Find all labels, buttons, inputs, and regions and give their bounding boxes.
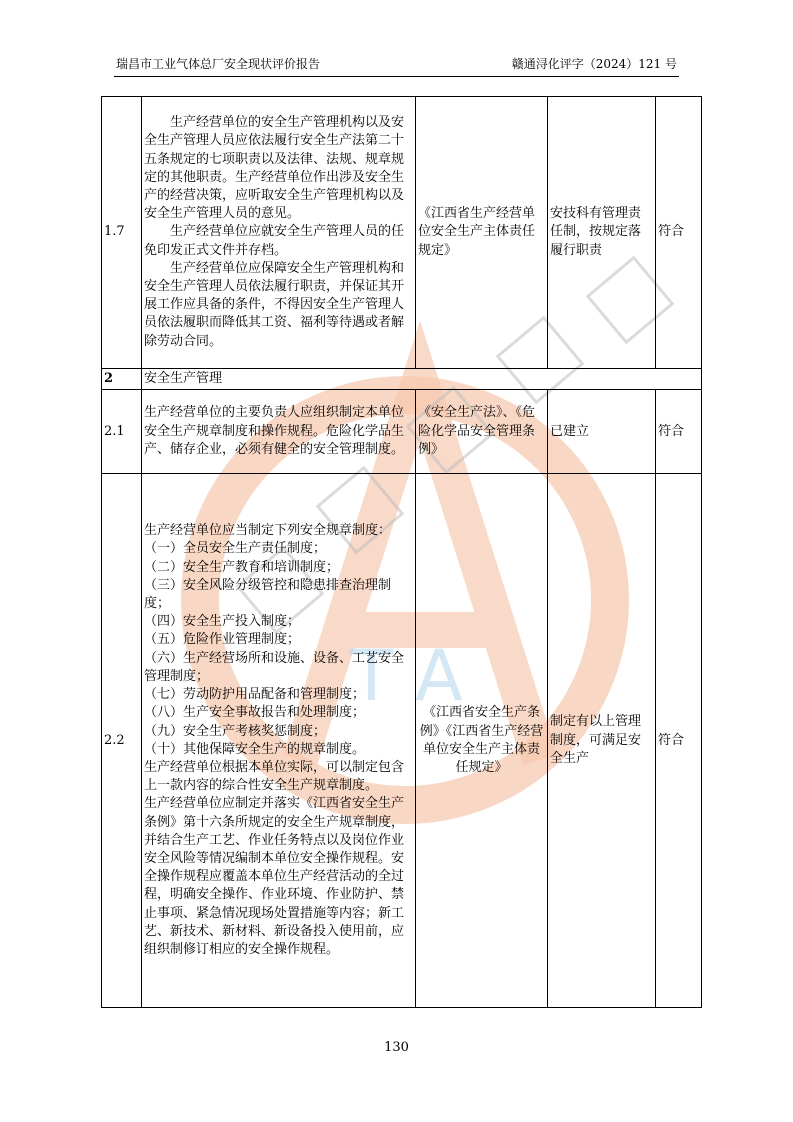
requirement-line: （一）全员安全生产责任制度； xyxy=(144,541,327,557)
requirement-line: （六）生产经营场所和设施、设备、工艺安全管理制度； xyxy=(144,650,405,684)
requirement-line: （七）劳动防护用品配备和管理制度； xyxy=(144,687,366,703)
requirement-line: 生产经营单位根据本单位实际，可以制定包含上一款内容的综合性安全生产规章制度。 xyxy=(144,759,405,794)
requirement-text: 生产经营单位的主要负责人应组织制定本单位安全生产规章制度和操作规程。危险化学品生产、储存企业，必须有健全的安全管理制度。 xyxy=(142,390,416,474)
item-number: 2.2 xyxy=(102,474,142,1008)
requirement-line: （三）安全风险分级管控和隐患排查治理制度； xyxy=(144,577,392,612)
page-header xyxy=(114,56,679,77)
basis-text: 《江西省生产经营单位安全生产主体责任规定》 xyxy=(416,97,548,369)
actual-status: 已建立 xyxy=(548,390,656,474)
requirement-line: （十）其他保障安全生产的规章制度。 xyxy=(144,741,366,757)
basis-text: 《江西省安全生产条例》《江西省生产经营单位安全生产主体责任规定》 xyxy=(416,474,548,1008)
requirement-line: 生产经营单位应当制定下列安全规章制度： xyxy=(144,523,392,539)
table-row-1-7 xyxy=(102,97,702,369)
section-number: 2 xyxy=(102,369,142,390)
requirement-paragraph: 生产经营单位应保障安全生产管理机构和安全生产管理人员依法履行职责，并保证其开展工作应具备的条件，不得因安全生产管理人员依法履职而降低其工资、福利等待遇或者解除劳动合同。 xyxy=(144,260,405,349)
actual-status: 制定有以上管理制度，可满足安全生产 xyxy=(548,474,656,1008)
table-row-2-2 xyxy=(102,474,702,1008)
requirement-line: （五）危险作业管理制度； xyxy=(144,632,301,648)
report-title: 瑞昌市工业气体总厂安全现状评价报告 xyxy=(116,57,321,71)
actual-status: 安技科有管理责任制，按规定落履行职责 xyxy=(548,97,656,369)
watermark-letters-t-a: T A xyxy=(350,635,463,717)
requirement-line: （九）安全生产考核奖惩制度； xyxy=(144,723,327,739)
item-number: 1.7 xyxy=(102,97,142,369)
result-text: 符合 xyxy=(656,390,702,474)
requirement-text xyxy=(142,474,416,1008)
section-row-2 xyxy=(102,369,702,390)
table-row-2-1 xyxy=(102,390,702,474)
requirement-paragraph: 生产经营单位的安全生产管理机构以及安全生产管理人员应依法履行安全生产法第二十五条规定的七项职责以及法律、法规、规章规定的其他职责。生产经营单位作出涉及安全生产的经营决策，应听取安全生产管理机构以及安全生产管理人员的意见。 xyxy=(144,115,405,222)
evaluation-table xyxy=(101,96,702,1008)
requirement-text xyxy=(142,97,416,369)
item-number: 2.1 xyxy=(102,390,142,474)
requirement-line: （二）安全生产教育和培训制度； xyxy=(144,559,340,575)
document-number: 赣通浔化评字（2024）121 号 xyxy=(511,57,677,71)
result-text: 符合 xyxy=(656,97,702,369)
requirement-line: 生产经营单位应制定并落实《江西省安全生产条例》第十六条所规定的安全生产规章制度，并结合生产工艺、作业任务特点以及岗位作业安全风险等情况编制本单位安全操作规程。安全操作规程应覆盖本单位生产经营活动的全过程，明确安全操作、作业环境、作业防护、禁止事项、紧急情况现场处置措施等内容；新工艺、新技术、新材料、新设备投入使用前，应组织制修订相应的安全操作规程。 xyxy=(144,796,405,957)
basis-text: 《安全生产法》、《危险化学品安全管理条例》 xyxy=(416,390,548,474)
page-number: 130 xyxy=(384,1040,409,1055)
section-title: 安全生产管理 xyxy=(142,369,702,390)
result-text: 符合 xyxy=(656,474,702,1008)
requirement-line: （四）安全生产投入制度； xyxy=(144,614,301,630)
requirement-paragraph: 生产经营单位应就安全生产管理人员的任免印发正式文件并存档。 xyxy=(144,224,405,258)
requirement-line: （八）生产安全事故报告和处理制度； xyxy=(144,705,366,721)
